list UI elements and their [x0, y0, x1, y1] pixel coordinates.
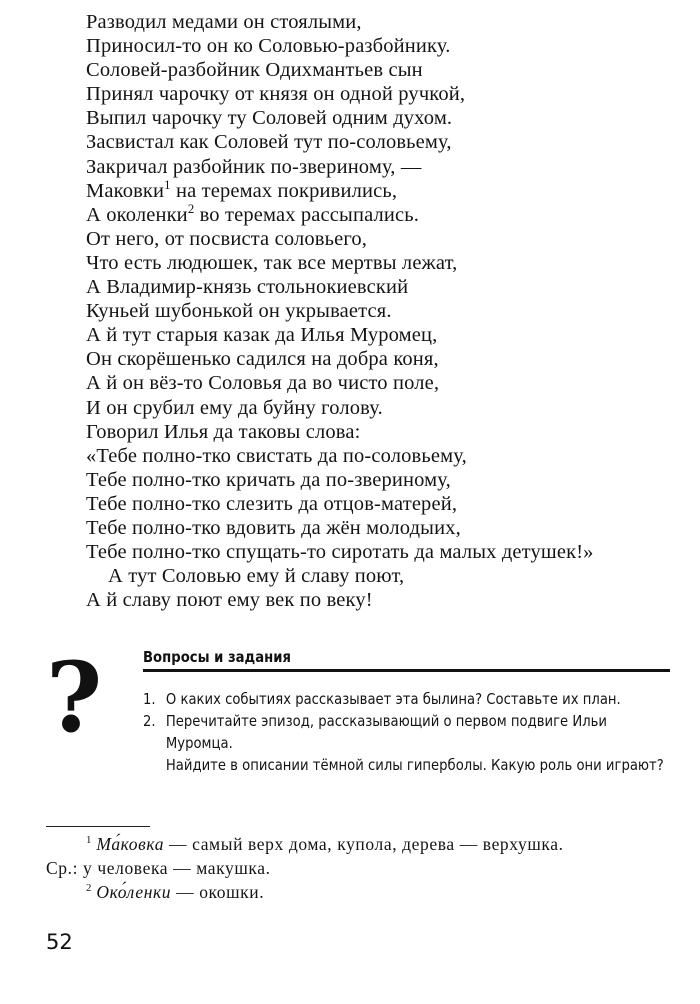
questions-heading: Вопросы и задания [143, 648, 291, 666]
poem-text [86, 10, 686, 612]
footnote-mark: 2 [86, 882, 92, 895]
question-number: 1. [143, 690, 156, 708]
poem-line: А Владимир-князь стольнокиевский [86, 276, 409, 299]
footnote-ref[interactable]: 1 [164, 177, 171, 192]
poem-line: Тебе полно-тко слезить да отцов-матерей, [86, 492, 458, 515]
poem-line: Тебе полно-тко кричать да по-звериному, [86, 468, 451, 491]
footnote-mark: 1 [86, 834, 92, 847]
question-item [143, 754, 671, 776]
footnote-1-continuation: Ср.: у человека — макушка. [46, 858, 271, 878]
poem-line: Закричал разбойник по-звериному, — [86, 155, 422, 178]
footnote-ref[interactable]: 2 [187, 201, 195, 216]
question-number: 2. [143, 712, 156, 730]
footnote-term: Ма́ковка [96, 834, 165, 854]
question-text: О каких событиях рассказывает эта былина? Составьте их план. [165, 690, 621, 708]
poem-line: Выпил чарочку ту Соловей одним духом. [86, 107, 453, 130]
question-item [143, 710, 671, 754]
poem-line: Он скорёшенько садился на добра коня, [86, 348, 439, 371]
question-text: Найдите в описании тёмной силы гиперболы. Какую роль они играют? [165, 756, 664, 774]
poem-line: А тут Соловью ему й славу поют, [108, 565, 405, 588]
poem-line: Тебе полно-тко спущать-то сиротать да малых детушек!» [86, 541, 594, 564]
poem-line [86, 203, 686, 227]
poem-line: Соловей-разбойник Одихмантьев сын [86, 59, 423, 82]
poem-line [86, 179, 686, 203]
footnote-divider [46, 826, 150, 827]
poem-line-rest: во теремах рассыпались. [199, 203, 420, 226]
poem-line: Засвистал как Соловей тут по-соловьему, [86, 131, 452, 154]
poem-line: А й он вёз-то Соловья да во чисто поле, [86, 372, 440, 395]
poem-line: Говорил Илья да таковы слова: [86, 420, 361, 443]
footnote-1 [46, 832, 696, 856]
questions-list [143, 688, 671, 776]
poem-line: Что есть людюшек, так все мертвы лежат, [86, 251, 458, 274]
heading-divider [143, 669, 670, 672]
question-number [143, 754, 166, 776]
poem-word: А околенки [86, 203, 188, 226]
question-item [143, 688, 671, 710]
question-text: Перечитайте эпизод, рассказывающий о первом подвиге Ильи Муромца. [165, 712, 608, 752]
poem-line: А й славу поют ему век по веку! [86, 589, 373, 612]
poem-line-rest: на теремах покривились, [175, 179, 398, 202]
poem-line: А й тут старыя казак да Илья Муромец, [86, 324, 438, 347]
footnote-definition: — окошки. [171, 882, 265, 902]
poem-line: От него, от посвиста соловьего, [86, 227, 368, 250]
poem-line: Разводил медами он стоялыми, [86, 11, 362, 33]
footnote-term: Око́ленки [96, 882, 172, 902]
page-number: 52 [46, 930, 73, 954]
question-mark-icon: ? [46, 641, 103, 754]
footnote-definition: — самый верх дома, купола, дерева — верхушка. [164, 834, 564, 854]
poem-line: Тебе полно-тко вдовить да жён молодыих, [86, 516, 461, 539]
footnotes [46, 832, 696, 904]
poem-line: Принял чарочку от князя он одной ручкой, [86, 83, 466, 106]
poem-line: И он срубил ему да буйну голову. [86, 396, 383, 419]
poem-line: Приносил-то он ко Соловью-разбойнику. [86, 35, 451, 58]
footnote-2 [46, 880, 696, 904]
poem-line: «Тебе полно-тко свистать да по-соловьему, [86, 444, 467, 467]
poem-line: Куньей шубонькой он укрывается. [86, 300, 392, 323]
poem-word: Маковки [86, 179, 165, 202]
